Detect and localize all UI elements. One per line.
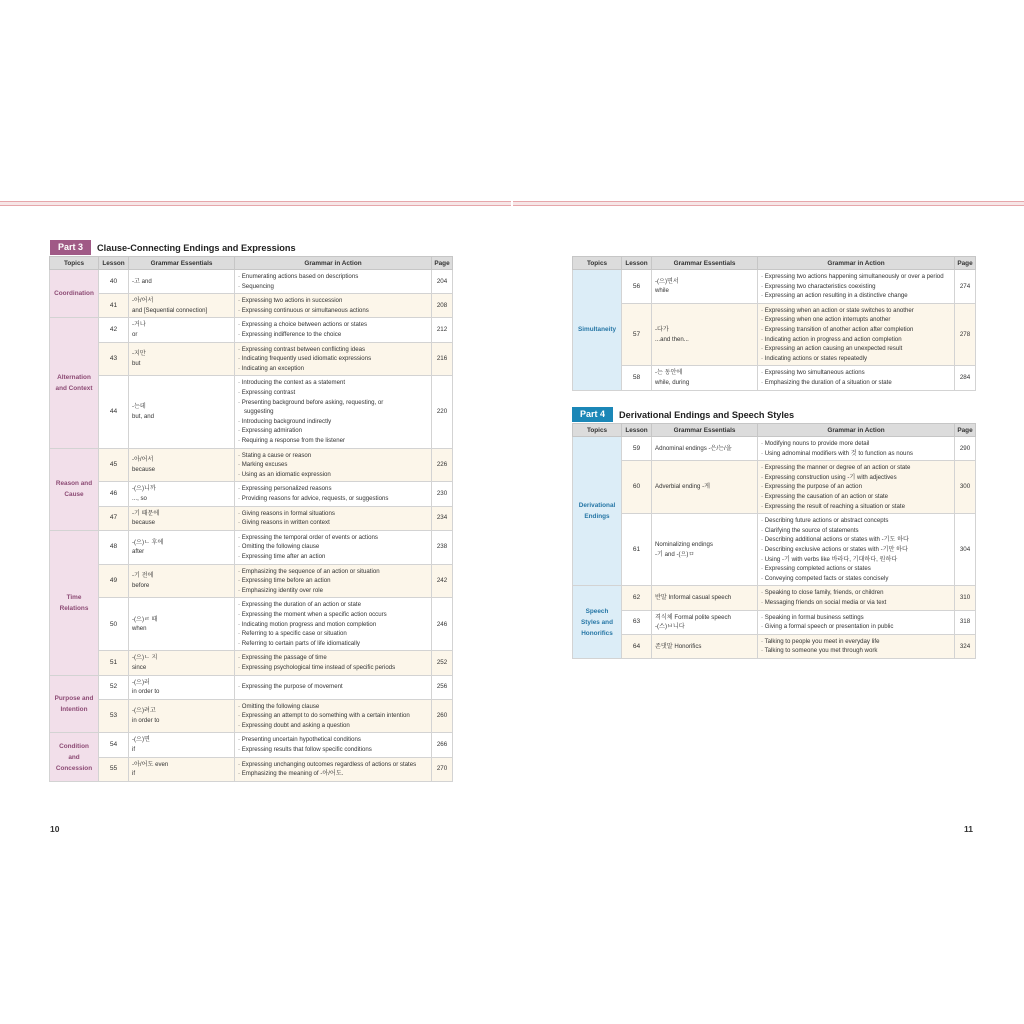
grammar-essentials-cell — [129, 651, 235, 675]
page-number-cell: 300 — [955, 461, 976, 514]
action-item: · Sequencing — [238, 282, 428, 292]
table-row — [50, 757, 453, 781]
lesson-number: 64 — [622, 634, 652, 658]
essential-line: 존댓말 Honorifics — [655, 642, 702, 650]
simultaneity-table — [572, 256, 976, 391]
action-item: · Expressing psychological time instead of specific periods — [238, 663, 428, 673]
page-number-cell: 256 — [432, 675, 453, 699]
table-row — [50, 482, 453, 506]
page-header: Page — [955, 257, 976, 270]
grammar-in-action-cell — [235, 651, 432, 675]
page-number-cell: 310 — [955, 586, 976, 610]
grammar-essentials-cell — [129, 675, 235, 699]
action-item: · Speaking in formal business settings — [761, 613, 951, 623]
part3-title: Clause-Connecting Endings and Expressions — [97, 242, 296, 253]
table-row — [50, 448, 453, 482]
action-item: · Indicating frequently used idiomatic expressions — [238, 354, 428, 364]
header-stripe-left — [0, 201, 511, 206]
grammar-essentials-cell — [129, 564, 235, 598]
grammar-essentials-cell — [652, 634, 758, 658]
page-header: Page — [955, 424, 976, 437]
essential-line: -기 전에 — [132, 572, 154, 580]
header-stripe-right — [513, 201, 1024, 206]
essential-line: while — [655, 287, 669, 295]
part4-table — [572, 423, 976, 659]
essential-line: in order to — [132, 717, 160, 725]
action-item: · Expressing the moment when a specific action occurs — [238, 610, 428, 620]
lesson-number: 45 — [99, 448, 129, 482]
action-item: · Expressing transition of another action after completion — [761, 325, 951, 335]
essential-line: -아/어도 even — [132, 760, 169, 768]
table-row — [573, 437, 976, 461]
grammar-in-action-cell — [758, 437, 955, 461]
action-item: · Expressing two characteristics coexisting — [761, 282, 951, 292]
page-number-cell: 266 — [432, 733, 453, 757]
lesson-number: 48 — [99, 530, 129, 564]
essential-line: -거나 — [132, 321, 146, 329]
essential-line: -(스)ㅂ니다 — [655, 623, 685, 631]
action-item: · Expressing an action causing an unexpected result — [761, 344, 951, 354]
lesson-header: Lesson — [622, 424, 652, 437]
essential-line: 반말 Informal casual speech — [655, 594, 732, 602]
action-item: · Talking to people you meet in everyday life — [761, 637, 951, 647]
action-item: · Using -기 with verbs like 바라다, 기대하다, 원하다 — [761, 555, 951, 565]
action-item: · Expressing the causation of an action or state — [761, 492, 951, 502]
action-item: · Emphasizing identity over role — [238, 586, 428, 596]
action-item: · Expressing a choice between actions or states — [238, 320, 428, 330]
grammar-essentials-cell — [652, 586, 758, 610]
lesson-number: 46 — [99, 482, 129, 506]
essential-line: after — [132, 548, 145, 556]
lesson-number: 62 — [622, 586, 652, 610]
essential-line: if — [132, 770, 136, 778]
essential-line: -아/어서 — [132, 297, 154, 305]
action-item: · Stating a cause or reason — [238, 451, 428, 461]
grammar-in-action-header: Grammar in Action — [235, 257, 432, 270]
topics-header: Topics — [573, 424, 622, 437]
grammar-essentials-cell — [129, 598, 235, 651]
page-number-cell: 318 — [955, 610, 976, 634]
action-item: · Modifying nouns to provide more detail — [761, 439, 951, 449]
action-item: · Emphasizing the meaning of -아/어도. — [238, 769, 428, 779]
lesson-number: 57 — [622, 303, 652, 366]
grammar-essentials-cell — [129, 318, 235, 342]
action-item: · Expressing doubt and asking a question — [238, 721, 428, 731]
lesson-number: 53 — [99, 699, 129, 733]
essential-line: but — [132, 359, 141, 367]
action-item: · Emphasizing the sequence of an action or situation — [238, 567, 428, 577]
table-row — [50, 506, 453, 530]
action-item: · Indicating action in progress and action completion — [761, 335, 951, 345]
table-row — [50, 318, 453, 342]
page-number-right: 11 — [964, 824, 973, 834]
table-row — [50, 376, 453, 448]
grammar-essentials-cell — [129, 376, 235, 448]
action-item: · Expressing the duration of an action or state — [238, 600, 428, 610]
table-row — [50, 294, 453, 318]
grammar-in-action-cell — [235, 270, 432, 294]
grammar-in-action-cell — [235, 530, 432, 564]
essential-line: if — [132, 746, 136, 754]
part4-title: Derivational Endings and Speech Styles — [619, 409, 795, 420]
grammar-in-action-cell — [235, 318, 432, 342]
essential-line: -(으)ㄹ 때 — [132, 615, 158, 623]
action-item: · Expressing results that follow specific conditions — [238, 745, 428, 755]
essential-line: -(으)ㄴ 후에 — [132, 538, 164, 546]
grammar-essentials-cell — [129, 270, 235, 294]
action-item: · Messaging friends on social media or via text — [761, 598, 951, 608]
grammar-in-action-cell — [235, 675, 432, 699]
essential-line: because — [132, 519, 156, 527]
grammar-in-action-cell — [758, 610, 955, 634]
action-item: · Introducing the context as a statement — [238, 378, 428, 388]
essential-line: -지만 — [132, 350, 146, 358]
action-item: · Expressing contrast — [238, 388, 428, 398]
action-item: · Expressing the passage of time — [238, 653, 428, 663]
grammar-essentials-cell — [652, 610, 758, 634]
action-item: · Giving a formal speech or presentation in public — [761, 622, 951, 632]
action-item: · Expressing the manner or degree of an action or state — [761, 463, 951, 473]
part3-badge: Part 3 — [50, 240, 91, 255]
grammar-essentials-cell — [129, 342, 235, 376]
page-number-cell: 278 — [955, 303, 976, 366]
essential-line: and [Sequential connection] — [132, 306, 208, 314]
grammar-in-action-cell — [758, 586, 955, 610]
page-number-cell: 238 — [432, 530, 453, 564]
action-item: · Describing future actions or abstract concepts — [761, 516, 951, 526]
table-row — [50, 342, 453, 376]
action-item: · Expressing the purpose of an action — [761, 482, 951, 492]
essential-line: -다가 — [655, 326, 669, 333]
action-item: · Expressing two actions in succession — [238, 296, 428, 306]
essential-line: -기 and -(으)ㅁ — [655, 550, 695, 558]
action-item: · Introducing background indirectly — [238, 417, 428, 427]
action-item: · Requiring a response from the listener — [238, 436, 428, 446]
topic-cell: Time Relations — [50, 530, 99, 675]
action-item: · Expressing admiration — [238, 426, 428, 436]
lesson-number: 47 — [99, 506, 129, 530]
action-item: · Omitting the following clause — [238, 702, 428, 712]
essential-line: -(으)러 — [132, 678, 150, 686]
action-item: · Indicating actions or states repeatedly — [761, 354, 951, 364]
essential-line: -기 때문에 — [132, 509, 160, 517]
table-row — [50, 270, 453, 294]
lesson-number: 55 — [99, 757, 129, 781]
table-row — [50, 675, 453, 699]
essential-line: -(으)려고 — [132, 707, 156, 715]
action-item: · Expressing the temporal order of events or actions — [238, 533, 428, 543]
essential-line: in order to — [132, 688, 160, 696]
page-number-cell: 208 — [432, 294, 453, 318]
lesson-number: 49 — [99, 564, 129, 598]
page-number-cell: 220 — [432, 376, 453, 448]
grammar-essentials-header: Grammar Essentials — [652, 424, 758, 437]
table-row — [573, 634, 976, 658]
table-row — [50, 651, 453, 675]
grammar-in-action-cell — [235, 699, 432, 733]
grammar-in-action-header: Grammar in Action — [758, 257, 955, 270]
grammar-in-action-cell — [235, 294, 432, 318]
topic-cell: Condition and Concession — [50, 733, 99, 781]
grammar-in-action-header: Grammar in Action — [758, 424, 955, 437]
action-item: · Describing exclusive actions or states with -기만 하다 — [761, 545, 951, 555]
part3-table — [49, 256, 453, 782]
lesson-number: 61 — [622, 514, 652, 586]
grammar-essentials-cell — [129, 506, 235, 530]
action-item: · Expressing the result of reaching a situation or state — [761, 502, 951, 512]
grammar-essentials-header: Grammar Essentials — [129, 257, 235, 270]
grammar-essentials-cell — [652, 514, 758, 586]
page-number-cell: 270 — [432, 757, 453, 781]
essential-line: -(으)면 — [132, 736, 150, 744]
essential-line: Nominalizing endings — [655, 541, 713, 549]
essential-line: since — [132, 663, 147, 671]
lesson-number: 43 — [99, 342, 129, 376]
essential-line: -고 and — [132, 277, 152, 285]
topic-cell: Derivational Endings — [573, 437, 622, 586]
lesson-number: 63 — [622, 610, 652, 634]
grammar-essentials-cell — [129, 733, 235, 757]
action-item: · Expressing two actions happening simultaneously or over a period — [761, 272, 951, 282]
essential-line: -는 동안에 — [655, 369, 683, 377]
action-item: · Enumerating actions based on descriptions — [238, 272, 428, 282]
grammar-in-action-cell — [235, 448, 432, 482]
action-item: · Marking excuses — [238, 460, 428, 470]
page-number-cell: 226 — [432, 448, 453, 482]
grammar-essentials-cell — [129, 448, 235, 482]
essential-line: -(으)면서 — [655, 277, 679, 285]
lesson-number: 51 — [99, 651, 129, 675]
action-item: · Expressing time after an action — [238, 552, 428, 562]
action-item: · Expressing personalized reasons — [238, 484, 428, 494]
essential-line: -(으)니까 — [132, 485, 156, 493]
page-number-cell: 284 — [955, 366, 976, 390]
essential-line: -는데 — [132, 403, 146, 411]
action-item: · Using as an idiomatic expression — [238, 470, 428, 480]
grammar-essentials-cell — [129, 699, 235, 733]
grammar-in-action-cell — [235, 482, 432, 506]
page-number-cell: 242 — [432, 564, 453, 598]
table-row — [573, 514, 976, 586]
action-item: · Using adnominal modifiers with 것 to function as nouns — [761, 449, 951, 459]
page-number-cell: 304 — [955, 514, 976, 586]
table-row — [573, 461, 976, 514]
essential-line: ...and then... — [655, 335, 689, 343]
action-item: · Emphasizing the duration of a situation or state — [761, 378, 951, 388]
action-item: · Conveying competed facts or states concisely — [761, 574, 951, 584]
action-item: · Expressing when one action interrupts another — [761, 315, 951, 325]
table-row — [573, 270, 976, 304]
topic-cell: Purpose and Intention — [50, 675, 99, 733]
lesson-number: 54 — [99, 733, 129, 757]
action-item: · Indicating an exception — [238, 364, 428, 374]
action-item: · Expressing indifference to the choice — [238, 330, 428, 340]
lesson-number: 44 — [99, 376, 129, 448]
grammar-in-action-cell — [758, 514, 955, 586]
page-number-cell: 234 — [432, 506, 453, 530]
page-number-left: 10 — [50, 824, 60, 834]
action-item: · Talking to someone you met through work — [761, 646, 951, 656]
table-row — [573, 610, 976, 634]
grammar-in-action-cell — [758, 461, 955, 514]
topic-cell: Simultaneity — [573, 270, 622, 391]
essential-line: -아/어서 — [132, 456, 154, 464]
essential-line: while, during — [655, 378, 690, 386]
table-row — [50, 564, 453, 598]
part3-heading — [50, 240, 296, 255]
lesson-number: 41 — [99, 294, 129, 318]
lesson-number: 50 — [99, 598, 129, 651]
essential-line: or — [132, 330, 138, 338]
action-item: · Presenting background before asking, requesting, or — [238, 398, 428, 408]
topics-header: Topics — [573, 257, 622, 270]
grammar-essentials-cell — [129, 482, 235, 506]
action-item: · Giving reasons in written context — [238, 518, 428, 528]
action-item: · Expressing continuous or simultaneous actions — [238, 306, 428, 316]
page-number-cell: 290 — [955, 437, 976, 461]
action-item: · Expressing when an action or state switches to another — [761, 306, 951, 316]
grammar-in-action-cell — [758, 270, 955, 304]
essential-line: Adnominal endings -은/는/을 — [655, 444, 732, 452]
action-item: · Expressing an action resulting in a distinctive change — [761, 291, 951, 301]
action-item: · Expressing an attempt to do something with a certain intention — [238, 711, 428, 721]
action-item: · Expressing two simultaneous actions — [761, 368, 951, 378]
grammar-in-action-cell — [758, 634, 955, 658]
table-row — [50, 598, 453, 651]
action-item: · Providing reasons for advice, requests, or suggestions — [238, 494, 428, 504]
lesson-number: 58 — [622, 366, 652, 390]
action-item: · Speaking to close family, friends, or children — [761, 588, 951, 598]
grammar-essentials-cell — [652, 270, 758, 304]
action-item: · Indicating motion progress and motion completion — [238, 620, 428, 630]
essential-line: Adverbial ending -게 — [655, 483, 711, 491]
lesson-number: 52 — [99, 675, 129, 699]
grammar-in-action-cell — [235, 506, 432, 530]
page-number-cell: 230 — [432, 482, 453, 506]
grammar-in-action-cell — [235, 757, 432, 781]
page-number-cell: 204 — [432, 270, 453, 294]
action-item: · Expressing the purpose of movement — [238, 682, 428, 692]
part4-badge: Part 4 — [572, 407, 613, 422]
grammar-in-action-cell — [235, 564, 432, 598]
action-item: · Referring to certain parts of life idiomatically — [238, 639, 428, 649]
table-row — [50, 699, 453, 733]
topic-cell: Reason and Cause — [50, 448, 99, 530]
page-number-cell: 260 — [432, 699, 453, 733]
lesson-number: 42 — [99, 318, 129, 342]
grammar-in-action-cell — [235, 342, 432, 376]
lesson-number: 56 — [622, 270, 652, 304]
page-number-cell: 252 — [432, 651, 453, 675]
essential-line: before — [132, 581, 150, 589]
grammar-essentials-cell — [652, 303, 758, 366]
action-item: · Presenting uncertain hypothetical conditions — [238, 735, 428, 745]
action-item: · Omitting the following clause — [238, 542, 428, 552]
grammar-essentials-header: Grammar Essentials — [652, 257, 758, 270]
grammar-essentials-cell — [652, 461, 758, 514]
page-number-cell: 324 — [955, 634, 976, 658]
page-number-cell: 246 — [432, 598, 453, 651]
table-row — [573, 586, 976, 610]
grammar-in-action-cell — [235, 733, 432, 757]
lesson-header: Lesson — [622, 257, 652, 270]
grammar-essentials-cell — [129, 294, 235, 318]
essential-line: because — [132, 465, 156, 473]
action-item: suggesting — [244, 408, 274, 416]
lesson-header: Lesson — [99, 257, 129, 270]
essential-line: 격식체 Formal polite speech — [655, 613, 731, 621]
action-item: · Expressing completed actions or states — [761, 564, 951, 574]
grammar-essentials-cell — [129, 757, 235, 781]
action-item: · Expressing unchanging outcomes regardless of actions or states — [238, 760, 428, 770]
grammar-in-action-cell — [758, 366, 955, 390]
topic-cell: Speech Styles and Honorifics — [573, 586, 622, 659]
action-item: · Clarifying the source of statements — [761, 526, 951, 536]
page-number-cell: 274 — [955, 270, 976, 304]
grammar-essentials-cell — [652, 437, 758, 461]
table-row — [573, 366, 976, 390]
part4-heading — [572, 407, 794, 422]
action-item: · Expressing construction using -기 with adjectives — [761, 473, 951, 483]
lesson-number: 40 — [99, 270, 129, 294]
grammar-essentials-cell — [129, 530, 235, 564]
topics-header: Topics — [50, 257, 99, 270]
action-item: · Referring to a specific case or situation — [238, 629, 428, 639]
topic-cell: Alternation and Context — [50, 318, 99, 448]
topic-cell: Coordination — [50, 270, 99, 318]
table-row — [50, 733, 453, 757]
page-number-cell: 216 — [432, 342, 453, 376]
action-item: · Expressing time before an action — [238, 576, 428, 586]
grammar-in-action-cell — [758, 303, 955, 366]
essential-line: -(으)ㄴ 지 — [132, 654, 158, 662]
grammar-essentials-cell — [652, 366, 758, 390]
lesson-number: 59 — [622, 437, 652, 461]
grammar-in-action-cell — [235, 598, 432, 651]
lesson-number: 60 — [622, 461, 652, 514]
essential-line: ..., so — [132, 494, 147, 502]
essential-line: when — [132, 625, 147, 633]
essential-line: but, and — [132, 412, 155, 420]
grammar-in-action-cell — [235, 376, 432, 448]
table-row — [573, 303, 976, 366]
action-item: · Expressing contrast between conflicting ideas — [238, 345, 428, 355]
page-header: Page — [432, 257, 453, 270]
table-row — [50, 530, 453, 564]
action-item: · Describing additional actions or states with -기도 하다 — [761, 535, 951, 545]
action-item: · Giving reasons in formal situations — [238, 509, 428, 519]
page-number-cell: 212 — [432, 318, 453, 342]
